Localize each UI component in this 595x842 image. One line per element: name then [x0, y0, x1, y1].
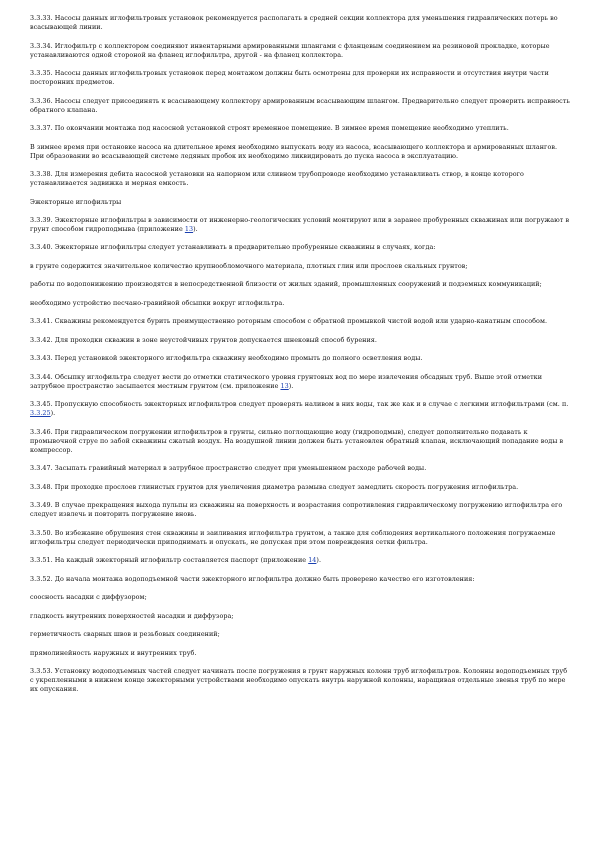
paragraph-text: 3.3.47. Засыпать гравийный материал в затрубное пространство следует при уменьшенном расходе рабочей воды.: [30, 464, 427, 472]
paragraph-text: 3.3.35. Насосы данных иглофильтровых установок перед монтажом должны быть осмотрены для проверки их исправности и отсутствия внутри части посторонних предметов.: [30, 69, 549, 86]
paragraph-text: в грунте содержится значительное количество крупнообломочного материала, плотных глин или прослоев скальных грунтов;: [30, 261, 468, 270]
paragraph: [30, 400, 570, 418]
document-page: [30, 14, 570, 704]
paragraph: [30, 373, 570, 391]
paragraph: [30, 630, 570, 639]
reference-link[interactable]: 13: [184, 224, 194, 233]
paragraph: [30, 280, 570, 289]
paragraph-text: 3.3.41. Скважины рекомендуется бурить преимущественно роторным способом с обратной промывкой чистой водой или ударно-канатным способом.: [30, 317, 548, 325]
paragraph: [30, 336, 570, 345]
paragraph: [30, 69, 570, 87]
paragraph-text: 3.3.49. В случае прекращения выхода пульпы из скважины на поверхность и возрастания сопротивления гидравлическому погружению иглофильтра его следует извлечь и повторить погружение вновь.: [30, 501, 563, 518]
paragraph-text: прямолинейность наружных и внутренних труб.: [30, 648, 197, 657]
paragraph: [30, 593, 570, 602]
paragraph: [30, 243, 570, 252]
paragraph: [30, 124, 570, 133]
paragraph-text: необходимо устройство песчано-гравийной обсыпки вокруг иглофильтра.: [30, 298, 285, 307]
paragraph-text: 3.3.42. Для проходки скважин в зоне неустойчивых грунтов допускается шнековый способ бурения.: [30, 335, 377, 344]
paragraph-text: 3.3.44. Обсыпку иглофильтра следует вести до отметки статического уровня грунтовых вод по мере извлечения обсадных труб. Выше этой отметки затрубное пространство засыпается местным грунтом (см. приложение: [30, 372, 543, 390]
paragraph-text: Эжекторные иглофильтры: [30, 197, 122, 206]
paragraph: [30, 667, 570, 694]
paragraph-text: 3.3.34. Иглофильтр с коллектором соединяют инвентарными армированными шлангами с фланцевым соединением на резиновой прокладке, которые устанавливаются одной стороной на фланец иглофильтра, другой - на фланец коллектора.: [30, 41, 550, 59]
paragraph-text: 3.3.38. Для измерения дебита насосной установки на напорном или сливном трубопроводе необходимо устанавливать створ, в конце которого устанавливается задвижка и мерная емкость.: [30, 170, 524, 187]
reference-link[interactable]: 14: [308, 556, 317, 564]
paragraph-text: 3.3.45. Пропускную способность эжекторных иглофильтров следует проверять наливом в них воды, так же как и в случае с легкими иглофильтрами (см. п.: [30, 400, 569, 408]
paragraph: [30, 501, 570, 519]
paragraph-text: 3.3.33. Насосы данных иглофильтровых установок рекомендуется располагать в средней секции коллектора для уменьшения гидравлических потерь во всасывающей линии.: [30, 14, 558, 31]
reference-link[interactable]: 3.3.25: [30, 409, 51, 417]
paragraph: [30, 170, 570, 188]
paragraph: [30, 483, 570, 492]
paragraph-text: 3.3.52. До начала монтажа водоподъемной части эжекторного иглофильтра должно быть проверено качество его изготовления:: [30, 574, 475, 583]
paragraph: [30, 143, 570, 161]
paragraph: [30, 428, 570, 455]
paragraph: [30, 556, 570, 565]
paragraph-text-tail: ).: [50, 409, 56, 417]
paragraph-text: гладкость внутренних поверхностей насадки и диффузора;: [30, 611, 234, 620]
paragraph-text: герметичность сварных швов и резьбовых соединений;: [30, 630, 220, 638]
paragraph-text: 3.3.48. При проходке прослоев глинистых грунтов для увеличения диаметра размыва следует замедлить скорость погружения иглофильтра.: [30, 482, 519, 491]
paragraph-text: 3.3.43. Перед установкой эжекторного иглофильтра скважину необходимо промыть до полного осветления воды.: [30, 354, 423, 362]
paragraph-text: соосность насадки с диффузором;: [30, 593, 147, 601]
paragraph: [30, 529, 570, 547]
section-heading: [30, 198, 570, 207]
paragraph: [30, 354, 570, 363]
paragraph: [30, 97, 570, 115]
paragraph-text: 3.3.39. Эжекторные иглофильтры в зависимости от инженерно-геологических условий монтируют или в заранее пробуренных скважинах или погружают в грунт способом гидроподмыва (приложение: [30, 215, 570, 233]
paragraph: [30, 612, 570, 621]
paragraph: [30, 216, 570, 234]
paragraph-text-tail: ).: [288, 381, 294, 390]
paragraph-text: 3.3.51. На каждый эжекторный иглофильтр составляется паспорт (приложение: [30, 556, 309, 564]
paragraph: [30, 575, 570, 584]
paragraph: [30, 14, 570, 32]
paragraph-text: 3.3.53. Установку водоподъемных частей следует начинать после погружения в грунт наружных колонн труб иглофильтров. Колонны водоподъемных труб с укрепленными в нижнем конце эжекторными устройствами необходимо опускать внутрь наружной колонны, наращивая отдельные звенья труб по мере их опускания.: [30, 667, 568, 693]
paragraph: [30, 299, 570, 308]
paragraph: [30, 42, 570, 60]
paragraph-text: 3.3.40. Эжекторные иглофильтры следует устанавливать в предварительно пробуренные скважины в случаях, когда:: [30, 243, 436, 251]
paragraph-text: 3.3.46. При гидравлическом погружении иглофильтров в грунты, сильно поглощающие воду (гидроподмыв), следует дополнительно подавать к промывочной струе по забой скважины сжатый воздух. На воздушной линии должен быть установлен обратный клапан, исключающий попадание воды в компрессор.: [30, 427, 564, 454]
paragraph: [30, 317, 570, 326]
paragraph-text: 3.3.50. Во избежание обрушения стен скважины и заиливания иглофильтра грунтом, а также для соблюдения вертикального положения погружаемые иглофильтры следует периодически приподнимать и опускать, не допуская при этом повреждения сетки фильтра.: [30, 528, 556, 546]
paragraph-text-tail: ).: [316, 556, 322, 564]
paragraph: [30, 649, 570, 658]
paragraph: [30, 262, 570, 271]
paragraph-text-tail: ).: [193, 224, 198, 233]
paragraph-text: работы по водопонижению производятся в непосредственной близости от жилых зданий, промышленных сооружений и подземных коммуникаций;: [30, 280, 542, 288]
paragraph-text: 3.3.36. Насосы следует присоединять к всасывающему коллектору армированным всасывающим шлангом. Предварительно следует проверить исправность обратного клапана.: [30, 96, 570, 114]
paragraph-text: 3.3.37. По окончании монтажа под насосной установкой строят временное помещение. В зимнее время помещение необходимо утеплить.: [30, 124, 509, 132]
reference-link[interactable]: 13: [280, 381, 289, 390]
paragraph: [30, 464, 570, 473]
paragraph-text: В зимнее время при остановке насоса на длительное время необходимо выпускать воду из насоса, всасывающего коллектора и армированных шлангов. При образовании во всасывающей системе ледяных пробок их необходимо ликвидировать до пуска насоса в эксплуатацию.: [30, 142, 558, 160]
